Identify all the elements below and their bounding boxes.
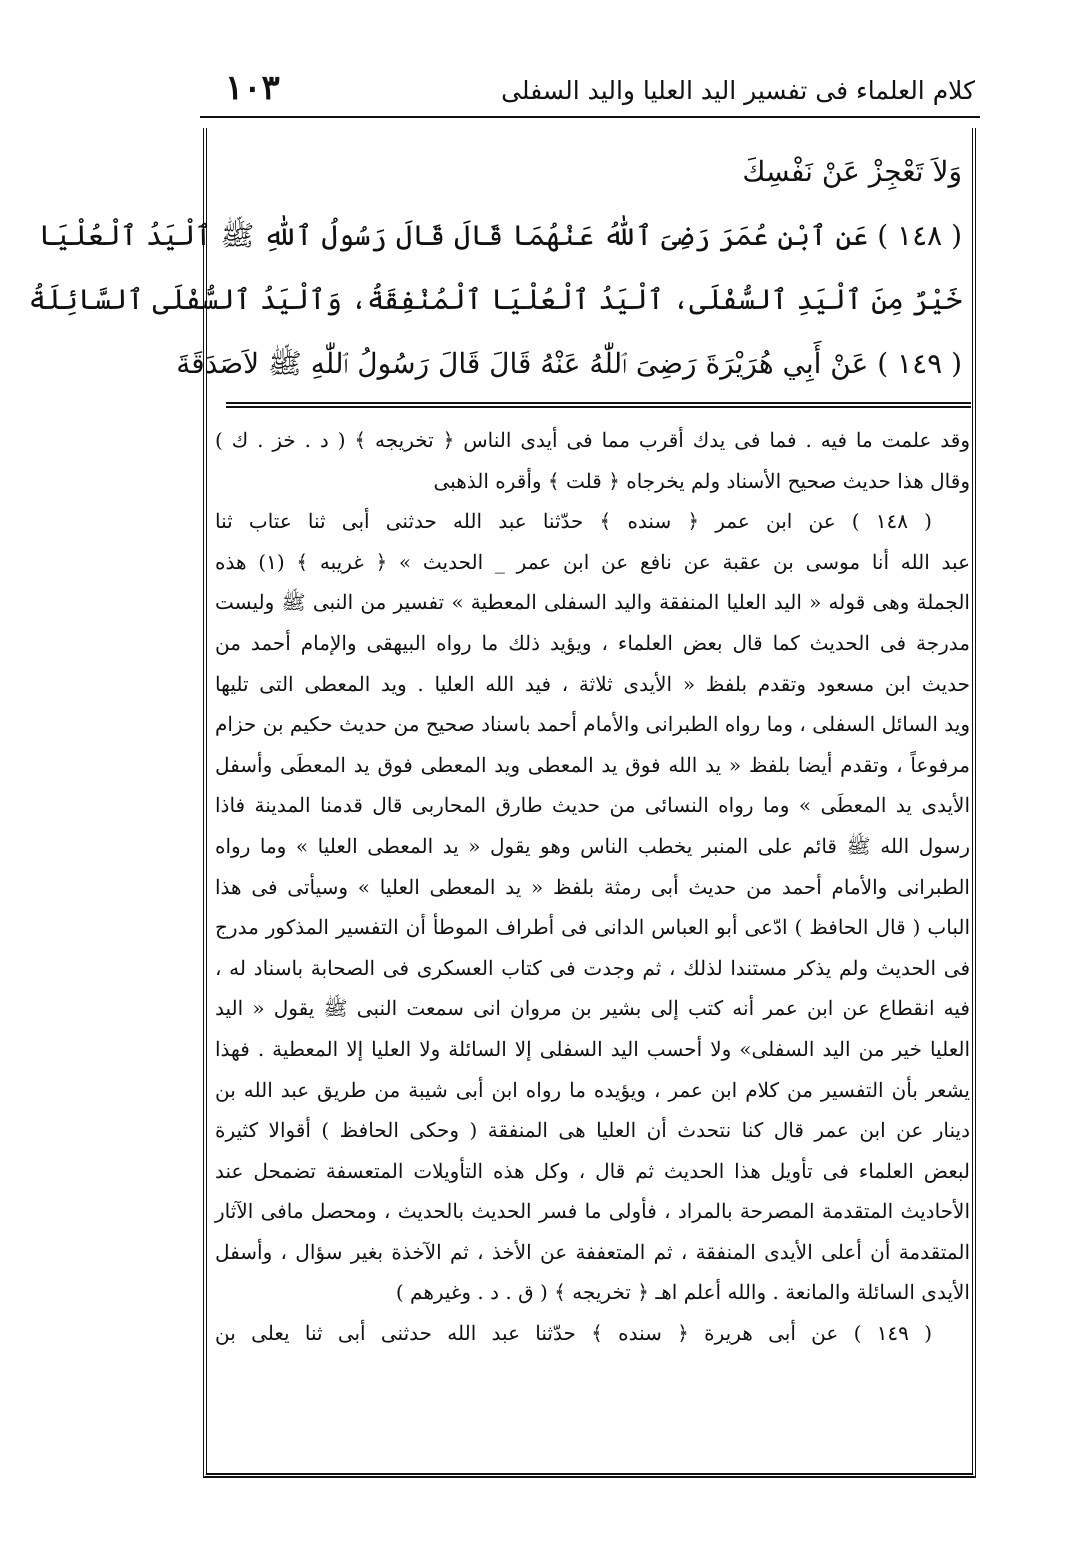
page-header [205, 68, 985, 114]
commentary-line: الأيدى يد المعطَى » وما رواه النسائى من حديث طارق المحاربى قال قدمنا المدينة فاذا [215, 793, 970, 818]
commentary-line: مدرجة فى الحديث كما قال بعض العلماء ، ويؤيد ذلك ما رواه البيهقى والإمام أحمد من [215, 630, 970, 655]
commentary-line: عبد الله أنا موسى بن عقبة عن نافع عن ابن عمر _ الحديث » ﴿ غريبه ﴾ (١) هذه [215, 549, 971, 574]
commentary-line: ( ١٤٨ ) عن ابن عمر ﴿ سنده ﴾ حدّثنا عبد الله حدثنى أبى ثنا عتاب ثنا [215, 509, 932, 534]
commentary-line: العليا خير من اليد السفلى» ولا أحسب اليد السفلى إلا السائلة ولا العليا إلا المعطية . فهذا [215, 1036, 970, 1061]
commentary-line: مرفوعاً ، وتقدم أيضا بلفظ « يد الله فوق يد المعطى ويد المعطى فوق يد المعطَى وأسفل [215, 752, 970, 777]
section-separator [226, 402, 971, 408]
commentary [215, 420, 970, 1354]
commentary-line: وقد علمت ما فيه . فما فى يدك أقرب مما فى أيدى الناس ﴿ تخريجه ﴾ ( د . خز . ك ) [215, 428, 970, 452]
hadith-text [28, 140, 962, 396]
commentary-line: الأيدى السائلة والمانعة . والله أعلم اهـ ﴿ تخريجه ﴾ ( ق . د . وغيرهم ) [395, 1280, 970, 1305]
commentary-line: الطبرانى والأمام أحمد من حديث أبى رمثة بلفظ « يد المعطى العليا » وسيأتى فى هذا [215, 874, 970, 899]
running-title: كلام العلماء فى تفسير اليد العليا واليد السفلى [501, 76, 975, 105]
matn-line: ( ١٤٩ ) عَنْ أَبِي هُرَيْرَةَ رَضِىَ ٱللّٰهُ عَنْهُ قَالَ قَالَ رَسُولُ ٱللّٰهِ ﷺ لاَصَدَقَةَ [176, 347, 962, 380]
commentary-line: ( ١٤٩ ) عن أبى هريرة ﴿ سنده ﴾ حدّثنا عبد الله حدثنى أبى ثنا يعلى بن [215, 1321, 932, 1346]
commentary-line: يشعر بأن التفسير من كلام ابن عمر ، ويؤيده ما رواه ابن أبى شيبة من طريق عبد الله بن [215, 1077, 970, 1102]
commentary-line: الجملة وهى قوله « اليد العليا المنفقة واليد السفلى المعطية » تفسير من النبى ﷺ وليست [215, 590, 970, 615]
page-number: ١٠٣ [225, 68, 280, 108]
matn-line: ( ١٤٨ ) عَنِ ٱبْنِ عُمَرَ رَضِىَ ٱللّٰهُ عَنْهُمَا قَالَ قَالَ رَسُولُ ٱللّٰهِ ﷺ ٱلْيَدُ ٱلْعُلْيَا [38, 219, 962, 252]
commentary-line: حديث ابن مسعود وتقدم بلفظ « الأيدى ثلاثة ، فيد الله العليا . ويد المعطى التى تليها [215, 671, 970, 696]
commentary-line: الباب ( قال الحافظ ) ادّعى أبو العباس الدانى فى أطراف الموطأ أن التفسير المذكور مدرج [215, 915, 970, 940]
commentary-line: ويد السائل السفلى ، وما رواه الطبرانى والأمام أحمد باسناد صحيح من حديث حكيم بن حزام [215, 712, 970, 737]
commentary-line: دينار عن ابن عمر قال كنا نتحدث أن العليا هى المنفقة ( وحكى الحافظ ) أقوالا كثيرة [215, 1118, 970, 1143]
commentary-line: فى الحديث ولم يذكر مستندا لذلك ، ثم وجدت فى كتاب العسكرى فى الصحابة باسناد له ، [215, 955, 970, 980]
matn-line: وَلاَ تَعْجِزْ عَنْ نَفْسِكَ [742, 155, 962, 188]
commentary-line: وقال هذا حديث صحيح الأسناد ولم يخرجاه ﴿ قلت ﴾ وأقره الذهبى [433, 468, 970, 493]
commentary-line: رسول الله ﷺ قائم على المنبر يخطب الناس وهو يقول « يد المعطى العليا » وما رواه [215, 833, 970, 858]
commentary-line: المتقدمة أن أعلى الأيدى المنفقة ، ثم المتعففة عن الأخذ ، ثم الآخذة بغير سؤال ، وأسفل [215, 1239, 970, 1264]
commentary-line: لبعض العلماء فى تأويل هذا الحديث ثم قال ، وكل هذه التأويلات المتعسفة تضمحل عند [215, 1158, 970, 1183]
commentary-line: فيه انقطاع عن ابن عمر أنه كتب إلى بشير بن مروان انى سمعت النبى ﷺ يقول « اليد [215, 996, 970, 1021]
commentary-line: الأحاديث المتقدمة المصرحة بالمراد ، فأولى ما فسر الحديث بالحديث ، ومحصل مافى الآثار [215, 1199, 970, 1224]
matn-line: خَيْرٌ مِنَ ٱلْيَدِ ٱلسُّفْلَى، ٱلْيَدُ ٱلْعُلْيَا ٱلْمُنْفِقَةُ، وَٱلْيَدُ ٱلسُّفْلَى ٱلسَّائِلَةُ [28, 283, 962, 316]
header-rule [200, 116, 980, 118]
